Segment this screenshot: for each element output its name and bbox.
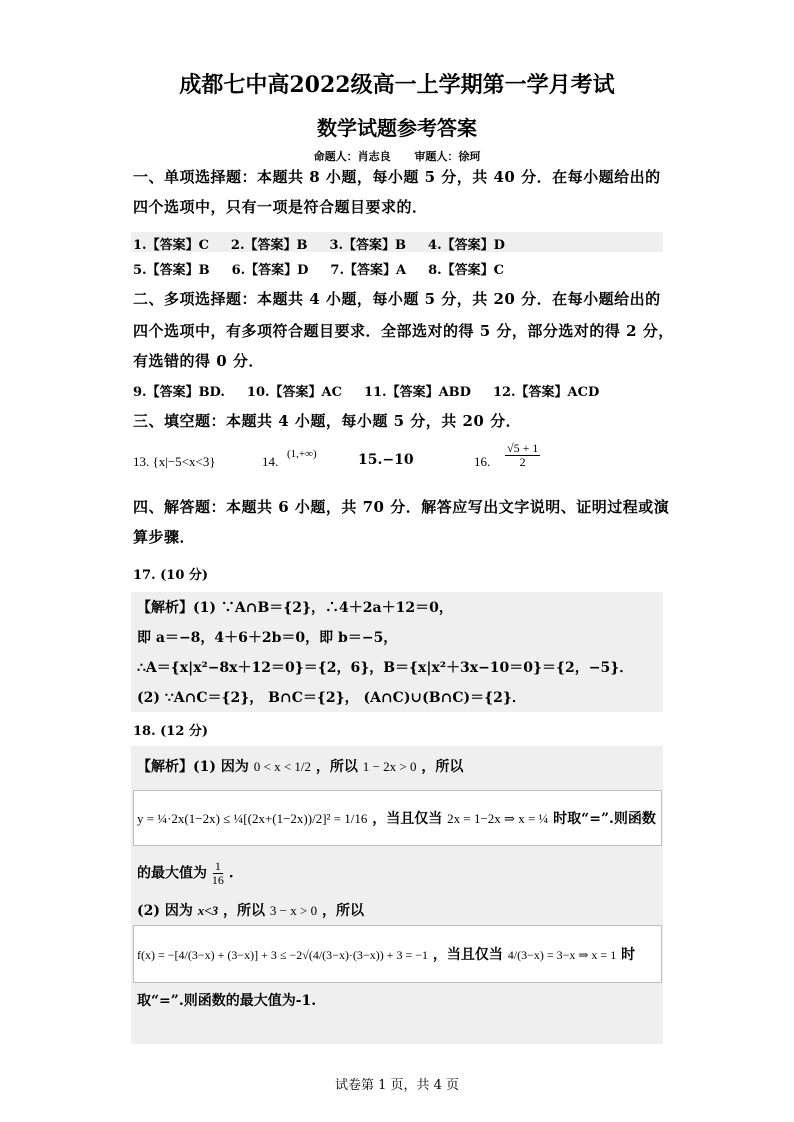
answer-14-label: 14. [262, 454, 279, 469]
answer-4: 4.【答案】D [428, 238, 505, 253]
q18-l5-math: f(x) = −[4/(3−x) + (3−x)] + 3 ≤ −2√(4/(3−x)·(3−x)) + 3 = −1 [137, 948, 428, 962]
q18-line3 [137, 860, 234, 887]
q18-l2-math: y = ¼·2x(1−2x) ≤ ¼[(2x+(1−2x))/2]² = 1/16 [137, 811, 368, 826]
q17-line2: 即 a＝−8，4＋6＋2b＝0，即 b＝−5， [137, 630, 398, 646]
reviewer-label: 审题人：徐珂 [414, 150, 481, 163]
section1-line2: 四个选项中，只有一项是符合题目要求的． [133, 198, 428, 216]
page-subtitle: 数学试题参考答案 [317, 116, 477, 140]
section2-line1: 二、多项选择题：本题共 4 小题，每小题 5 分，共 20 分．在每小题给出的 [133, 290, 661, 308]
q18-l3-pre: 的最大值为 [137, 865, 207, 882]
answer-12: 12.【答案】ACD [492, 385, 600, 400]
answer-15: 15.−10 [358, 452, 414, 468]
q18-l4-math: x<3 [197, 903, 219, 918]
q18-l4-pre: (2) 因为 [137, 903, 193, 919]
answers-row-1 [133, 234, 527, 253]
answer-6: 6.【答案】D [231, 263, 309, 278]
answers-row-3 [133, 381, 621, 400]
page-title: 成都七中高2022级高一上学期第一学月考试 [179, 72, 615, 98]
answer-8: 8.【答案】C [428, 263, 505, 278]
answer-13: 13. {x|−5<x<3} [133, 454, 216, 469]
q18-l3-num: 1 [214, 859, 221, 873]
q18-l5-math2: 4/(3−x) = 3−x ⇒ x = 1 [507, 948, 617, 962]
q17-line4: (2) ∵A∩C＝{2}， B∩C＝{2}， (A∩C)∪(B∩C)＝{2}． [137, 690, 526, 706]
section3-line1: 三、填空题：本题共 4 小题，每小题 5 分，共 20 分． [133, 412, 522, 430]
answer-16-fraction [505, 442, 540, 469]
q18-l3-den: 16 [211, 873, 224, 887]
q17-line1: 【解析】(1) ∵A∩B＝{2}，∴4＋2a＋12＝0， [137, 600, 453, 616]
q18-l2-post: 时取“=”.则函数 [553, 811, 656, 827]
q18-line4 [137, 900, 364, 920]
q18-l2-text: ，当且仅当 [372, 811, 443, 827]
section4-line2: 算步骤． [133, 528, 196, 546]
answer-3: 3.【答案】B [329, 238, 407, 253]
page-footer: 试卷第 1 页，共 4 页 [334, 1078, 460, 1093]
answer-7: 7.【答案】A [330, 263, 407, 278]
section2-line2: 四个选项中，有多项符合题目要求．全部选对的得 5 分，部分选对的得 2 分， [133, 322, 674, 340]
answer-16-label: 16. [474, 454, 491, 469]
q18-l5-text: ，当且仅当 [432, 947, 503, 963]
answer-16-den: 2 [519, 455, 526, 469]
answer-1: 1.【答案】C [133, 238, 209, 253]
q18-l1-math: 0 < x < 1/2 [253, 759, 312, 774]
answer-10: 10.【答案】AC [246, 385, 342, 400]
section2-line3: 有选错的得 0 分． [133, 352, 264, 370]
q18-l1-post: ，所以 [421, 759, 464, 775]
q18-l1-math2: 1 − 2x > 0 [362, 759, 417, 774]
section1-line1: 一、单项选择题：本题共 8 小题，每小题 5 分，共 40 分．在每小题给出的 [133, 168, 661, 186]
q18-l1-pre: 【解析】(1) 因为 [137, 759, 249, 775]
answer-14-value: (1,+∞) [287, 448, 317, 460]
answers-row-2 [133, 259, 526, 278]
q18-l5-post: 时 [621, 947, 636, 963]
q18-l4-mid: ，所以 [223, 903, 266, 919]
answer-5: 5.【答案】B [133, 263, 210, 278]
q17-line3: ∴A＝{x|x²−8x＋12＝0}＝{2，6}，B＝{x|x²＋3x−10＝0}＝{2，−5}． [137, 660, 634, 676]
q18-l2-math2: 2x = 1−2x ⇒ x = ¼ [447, 811, 549, 826]
q18-l4-post: ，所以 [321, 903, 364, 919]
section4-line1: 四、解答题：本题共 6 小题，共 70 分．解答应写出文字说明、证明过程或演 [133, 498, 670, 516]
q18-line1 [137, 756, 463, 776]
q18-line2 [137, 808, 656, 828]
q18-l3-post: . [228, 865, 234, 882]
authors-line [0, 148, 794, 164]
q18-l3-fraction [212, 860, 224, 887]
q18-l4-math2: 3 − x > 0 [269, 903, 318, 918]
answer-16-num: √5 + 1 [507, 441, 539, 455]
q18-heading: 18. (12 分) [133, 724, 209, 739]
q18-line5 [137, 944, 635, 964]
author-label: 命题人：肖志良 [313, 150, 391, 163]
answer-2: 2.【答案】B [230, 238, 308, 253]
answer-11: 11.【答案】ABD [363, 385, 471, 400]
q18-l1-mid: ，所以 [315, 759, 358, 775]
q17-heading: 17. (10 分) [133, 568, 209, 583]
q18-line6: 取“=”.则函数的最大值为-1. [137, 993, 317, 1009]
answer-9: 9.【答案】BD. [133, 385, 225, 400]
